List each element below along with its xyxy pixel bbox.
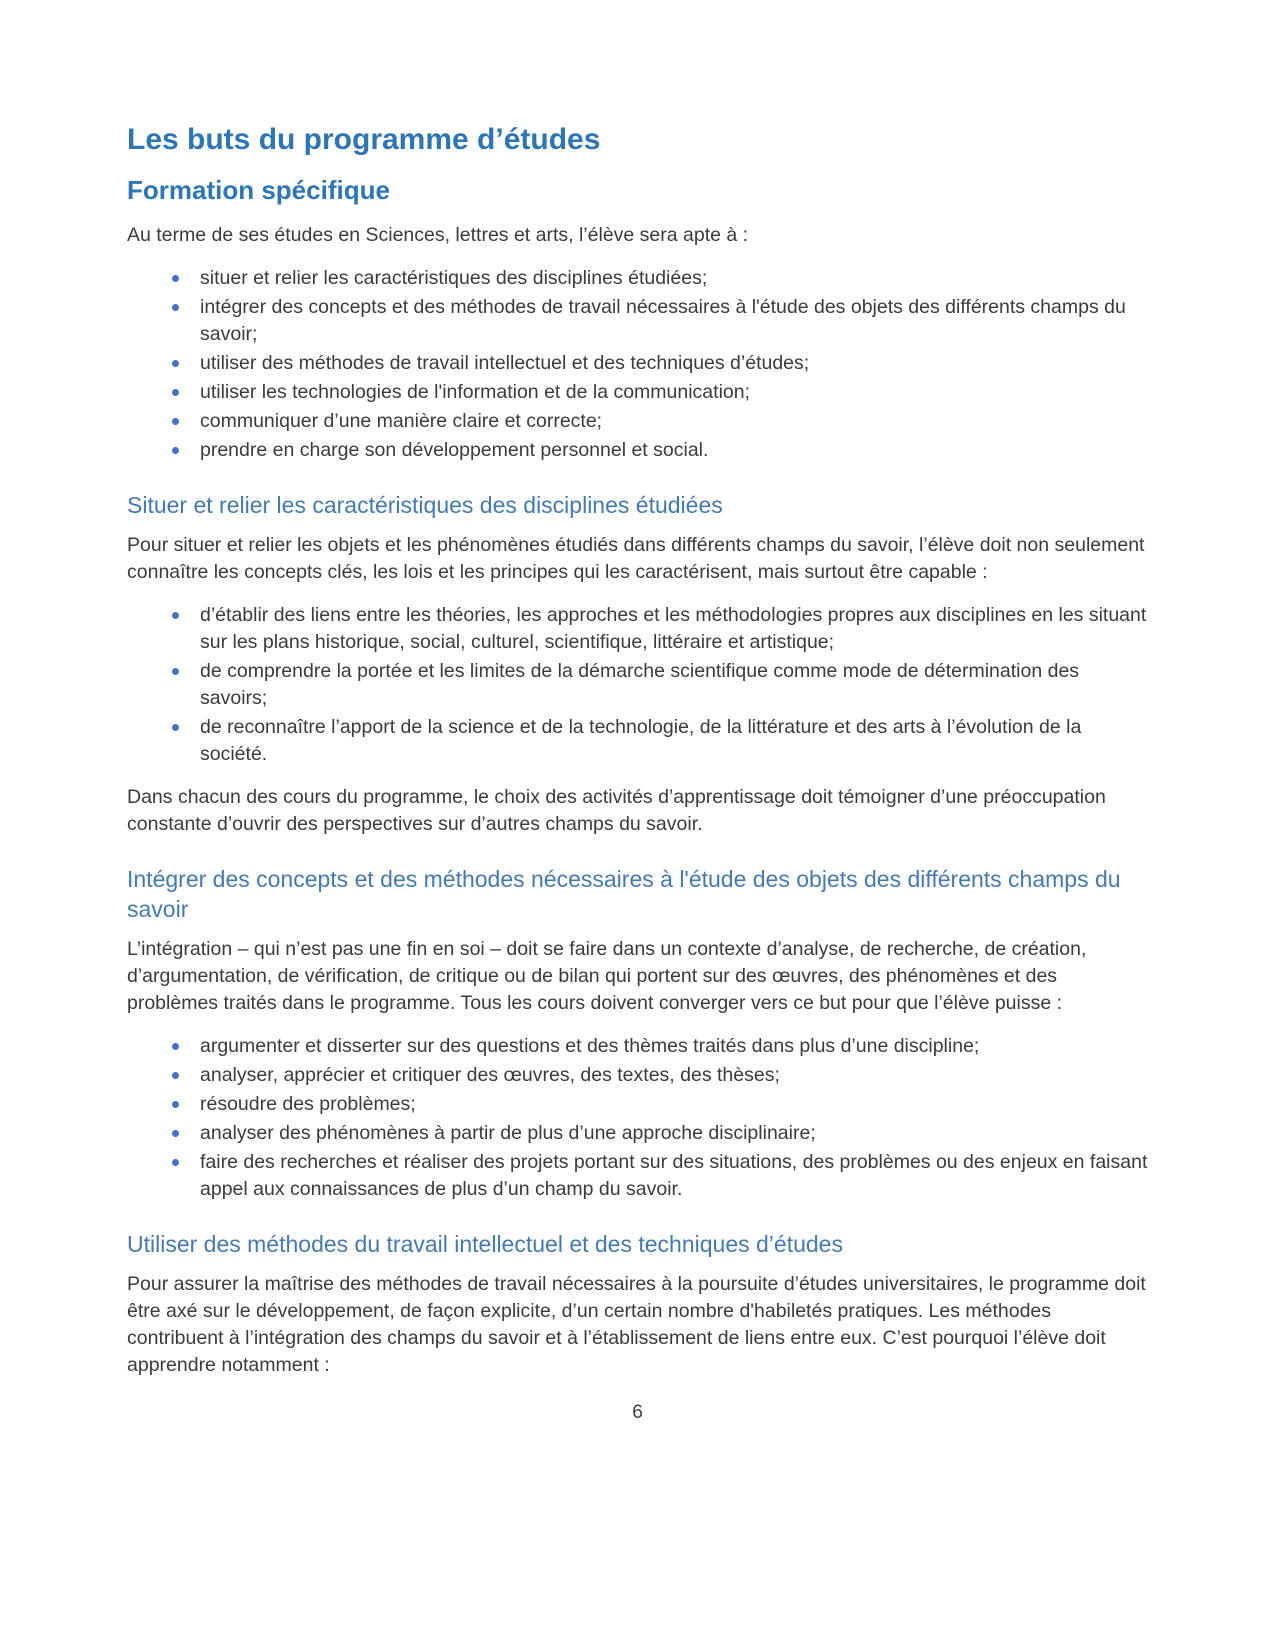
section-paragraph-utiliser: Pour assurer la maîtrise des méthodes de travail nécessaires à la poursuite d’études universitaires, le programme doit être axé sur le développement, de façon explicite, d’un certain nombre d'habiletés pratiques. Les méthodes contribuent à l’intégration des champs du savoir et à l’établissement de liens entre eux. C’est pourquoi l’élève doit apprendre notamment : bbox=[127, 1273, 1146, 1376]
list-item-text: situer et relier les caractéristiques des disciplines étudiées; bbox=[200, 267, 708, 289]
page-number: 6 bbox=[632, 1402, 643, 1423]
integrer-bullet-list bbox=[127, 1033, 1148, 1203]
bullet-icon bbox=[172, 1159, 179, 1166]
intro-paragraph: Au terme de ses études en Sciences, lettres et arts, l’élève sera apte à : bbox=[127, 224, 749, 246]
page-title: Les buts du programme d’études bbox=[127, 123, 601, 156]
bullet-icon bbox=[172, 724, 179, 731]
list-item bbox=[127, 658, 1148, 712]
list-item bbox=[127, 1062, 1148, 1089]
list-item bbox=[127, 265, 1148, 292]
list-item-text: analyser, apprécier et critiquer des œuvres, des textes, des thèses; bbox=[200, 1064, 780, 1086]
formation-bullet-list bbox=[127, 265, 1148, 464]
list-item-text: de comprendre la portée et les limites de la démarche scientifique comme mode de détermination des savoirs; bbox=[200, 660, 1080, 709]
list-item-text: utiliser les technologies de l'information et de la communication; bbox=[200, 381, 751, 403]
bullet-icon bbox=[172, 1043, 179, 1050]
list-item bbox=[127, 1033, 1148, 1060]
list-item-text: argumenter et disserter sur des questions et des thèmes traités dans plus d’une discipline; bbox=[200, 1035, 980, 1057]
section-heading-integrer: Intégrer des concepts et des méthodes nécessaires à l'étude des objets des différents champs du savoir bbox=[127, 866, 1121, 922]
list-item-text: faire des recherches et réaliser des projets portant sur des situations, des problèmes ou des enjeux en faisant appel aux connaissances de plus d’un champ du savoir. bbox=[200, 1151, 1148, 1200]
list-item-text: d’établir des liens entre les théories, les approches et les méthodologies propres aux disciplines en les situant sur les plans historique, social, culturel, scientifique, littéraire et artistique; bbox=[200, 604, 1147, 653]
bullet-icon bbox=[172, 389, 179, 396]
heading-formation-specifique: Formation spécifique bbox=[127, 175, 390, 205]
bullet-icon bbox=[172, 275, 179, 282]
list-item bbox=[127, 379, 1148, 406]
list-item-text: utiliser des méthodes de travail intellectuel et des techniques d’études; bbox=[200, 352, 810, 374]
list-item-text: résoudre des problèmes; bbox=[200, 1093, 416, 1115]
section-heading-situer: Situer et relier les caractéristiques des disciplines étudiées bbox=[127, 492, 723, 518]
list-item-text: communiquer d’une manière claire et correcte; bbox=[200, 410, 603, 432]
list-item-text: de reconnaître l’apport de la science et de la technologie, de la littérature et des arts à l’évolution de la société. bbox=[200, 716, 1082, 765]
bullet-icon bbox=[172, 360, 179, 367]
list-item bbox=[127, 1120, 1148, 1147]
list-item bbox=[127, 714, 1148, 768]
list-item bbox=[127, 1091, 1148, 1118]
list-item bbox=[127, 294, 1148, 348]
section-heading-utiliser: Utiliser des méthodes du travail intellectuel et des techniques d’études bbox=[127, 1231, 843, 1257]
bullet-icon bbox=[172, 668, 179, 675]
situer-bullet-list bbox=[127, 602, 1148, 768]
list-item bbox=[127, 408, 1148, 435]
section-closing-paragraph-situer: Dans chacun des cours du programme, le choix des activités d’apprentissage doit témoigner d’une préoccupation constante d’ouvrir des perspectives sur d’autres champs du savoir. bbox=[127, 786, 1106, 835]
list-item-text: intégrer des concepts et des méthodes de travail nécessaires à l'étude des objets des différents champs du savoir; bbox=[200, 296, 1126, 345]
list-item-text: prendre en charge son développement personnel et social. bbox=[200, 439, 709, 461]
bullet-icon bbox=[172, 1101, 179, 1108]
list-item bbox=[127, 602, 1148, 656]
bullet-icon bbox=[172, 1130, 179, 1137]
bullet-icon bbox=[172, 1072, 179, 1079]
list-item bbox=[127, 350, 1148, 377]
bullet-icon bbox=[172, 612, 179, 619]
list-item bbox=[127, 1149, 1148, 1203]
list-item-text: analyser des phénomènes à partir de plus d’une approche disciplinaire; bbox=[200, 1122, 816, 1144]
bullet-icon bbox=[172, 304, 179, 311]
section-paragraph-situer: Pour situer et relier les objets et les phénomènes étudiés dans différents champs du savoir, l’élève doit non seulement connaître les concepts clés, les lois et les principes qui les caractérisent, mais surtout être capable : bbox=[127, 534, 1145, 583]
list-item bbox=[127, 437, 1148, 464]
section-paragraph-integrer: L’intégration – qui n’est pas une fin en soi – doit se faire dans un contexte d’analyse, de recherche, de création, d’argumentation, de vérification, de critique ou de bilan qui portent sur des œuvres, des phénomènes et des problèmes traités dans le programme. Tous les cours doivent converger vers ce but pour que l’élève puisse : bbox=[127, 938, 1087, 1014]
bullet-icon bbox=[172, 418, 179, 425]
bullet-icon bbox=[172, 447, 179, 454]
